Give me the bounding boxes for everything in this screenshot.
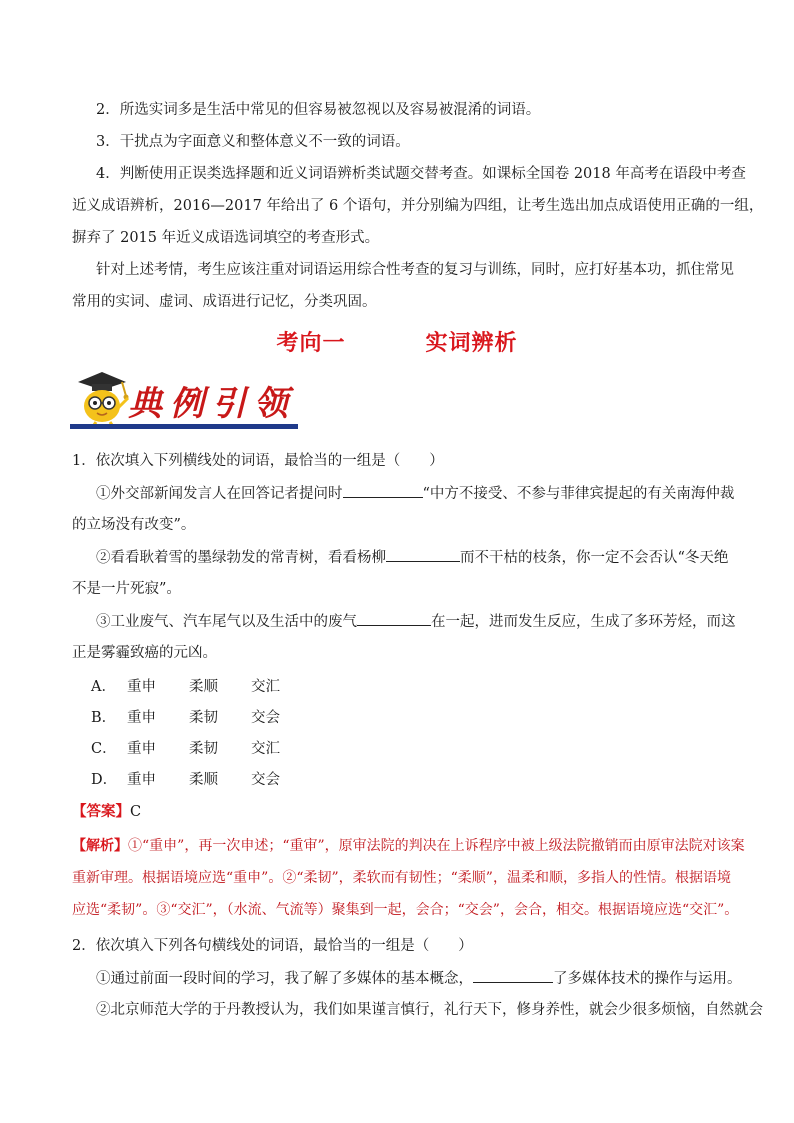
q2-sentence-2: ②北京师范大学的于丹教授认为，我们如果谨言慎行，礼行天下，修身养性，就会少很多烦恼，自然就会	[96, 1002, 763, 1018]
intro-point-4-line-2: 近义成语辨析，2016—2017 年给出了 6 个语句，并分别编为四组，让考生选出加点成语使用正确的一组，	[72, 198, 764, 214]
q1-sentence-2: ②看看耿着雪的墨绿勃发的常青树，看看杨柳 而不干枯的枝条，你一定不会否认“冬天绝	[96, 547, 728, 568]
intro-point-4-line-1: 4．判断使用正误类选择题和近义词语辨析类试题交替考查。如课标全国卷 2018 年高考在语段中考查	[96, 166, 746, 182]
section-heading-right: 实词辨析	[425, 331, 518, 356]
q1-option-d[interactable]: D． 重申 柔顺 交会	[91, 772, 280, 788]
example-banner-title: 典例引领	[128, 384, 296, 424]
q1-sentence-3: ③工业废气、汽车尾气以及生活中的废气 在一起，进而发生反应，生成了多环芳烃，而这	[96, 611, 736, 632]
section-heading-left: 考向一	[276, 331, 346, 356]
q1-analysis-line-3: 应选“柔韧”。③“交汇”，（水流、气流等）聚集到一起，会合；“交会”，会合，相交。根据语境应选“交汇”。	[72, 902, 739, 918]
answer-tag: 【答案】	[72, 804, 130, 820]
intro-summary-line-2: 常用的实词、虚词、成语进行记忆，分类巩固。	[72, 294, 377, 310]
section-heading	[0, 326, 794, 357]
intro-point-3: 3．干扰点为字面意义和整体意义不一致的词语。	[96, 134, 410, 150]
q2-sentence-1: ①通过前面一段时间的学习，我了解了多媒体的基本概念， 了多媒体技术的操作与运用。	[96, 968, 742, 989]
q1-answer	[72, 802, 141, 822]
intro-point-2: 2．所选实词多是生活中常见的但容易被忽视以及容易被混淆的词语。	[96, 102, 541, 118]
intro-point-4-line-3: 摒弃了 2015 年近义成语选词填空的考查形式。	[72, 230, 380, 246]
q2-stem: 2．依次填入下列各句横线处的词语，最恰当的一组是（ ）	[72, 938, 473, 954]
q1-blank-3[interactable]	[357, 611, 431, 626]
q1-sentence-1-cont: 的立场没有改变”。	[72, 517, 196, 533]
q1-option-c[interactable]: C． 重申 柔韧 交汇	[91, 741, 280, 757]
scholar-mascot-icon	[70, 368, 132, 430]
answer-value: C	[130, 804, 142, 820]
q1-stem: 1．依次填入下列横线处的词语，最恰当的一组是（ ）	[72, 453, 444, 469]
q1-option-b[interactable]: B． 重申 柔韧 交会	[91, 710, 280, 726]
q1-sentence-1: ①外交部新闻发言人在回答记者提问时 “中方不接受、不参与菲律宾提起的有关南海仲裁	[96, 483, 734, 504]
intro-summary-line-1: 针对上述考情，考生应该注重对词语运用综合性考查的复习与训练，同时，应打好基本功，抓住常见	[96, 262, 734, 278]
q1-option-a[interactable]: A． 重申 柔顺 交汇	[91, 679, 280, 695]
q1-sentence-2-cont: 不是一片死寂”。	[72, 581, 181, 597]
example-banner	[70, 368, 298, 436]
q1-blank-1[interactable]	[343, 483, 423, 498]
q2-blank-1[interactable]	[473, 968, 553, 983]
q1-blank-2[interactable]	[386, 547, 460, 562]
q1-analysis-line-1: 【解析】①“重申”，再一次申述；“重审”，原审法院的判决在上诉程序中被上级法院撤销而由原审法院对该案	[72, 838, 745, 854]
analysis-tag: 【解析】	[72, 838, 128, 854]
q1-analysis-line-2: 重新审理。根据语境应选“重申”。②“柔韧”，柔软而有韧性；“柔顺”，温柔和顺，多指人的性情。根据语境	[72, 870, 731, 886]
example-banner-underline	[70, 424, 298, 429]
q1-sentence-3-cont: 正是雾霾致癌的元凶。	[72, 645, 217, 661]
